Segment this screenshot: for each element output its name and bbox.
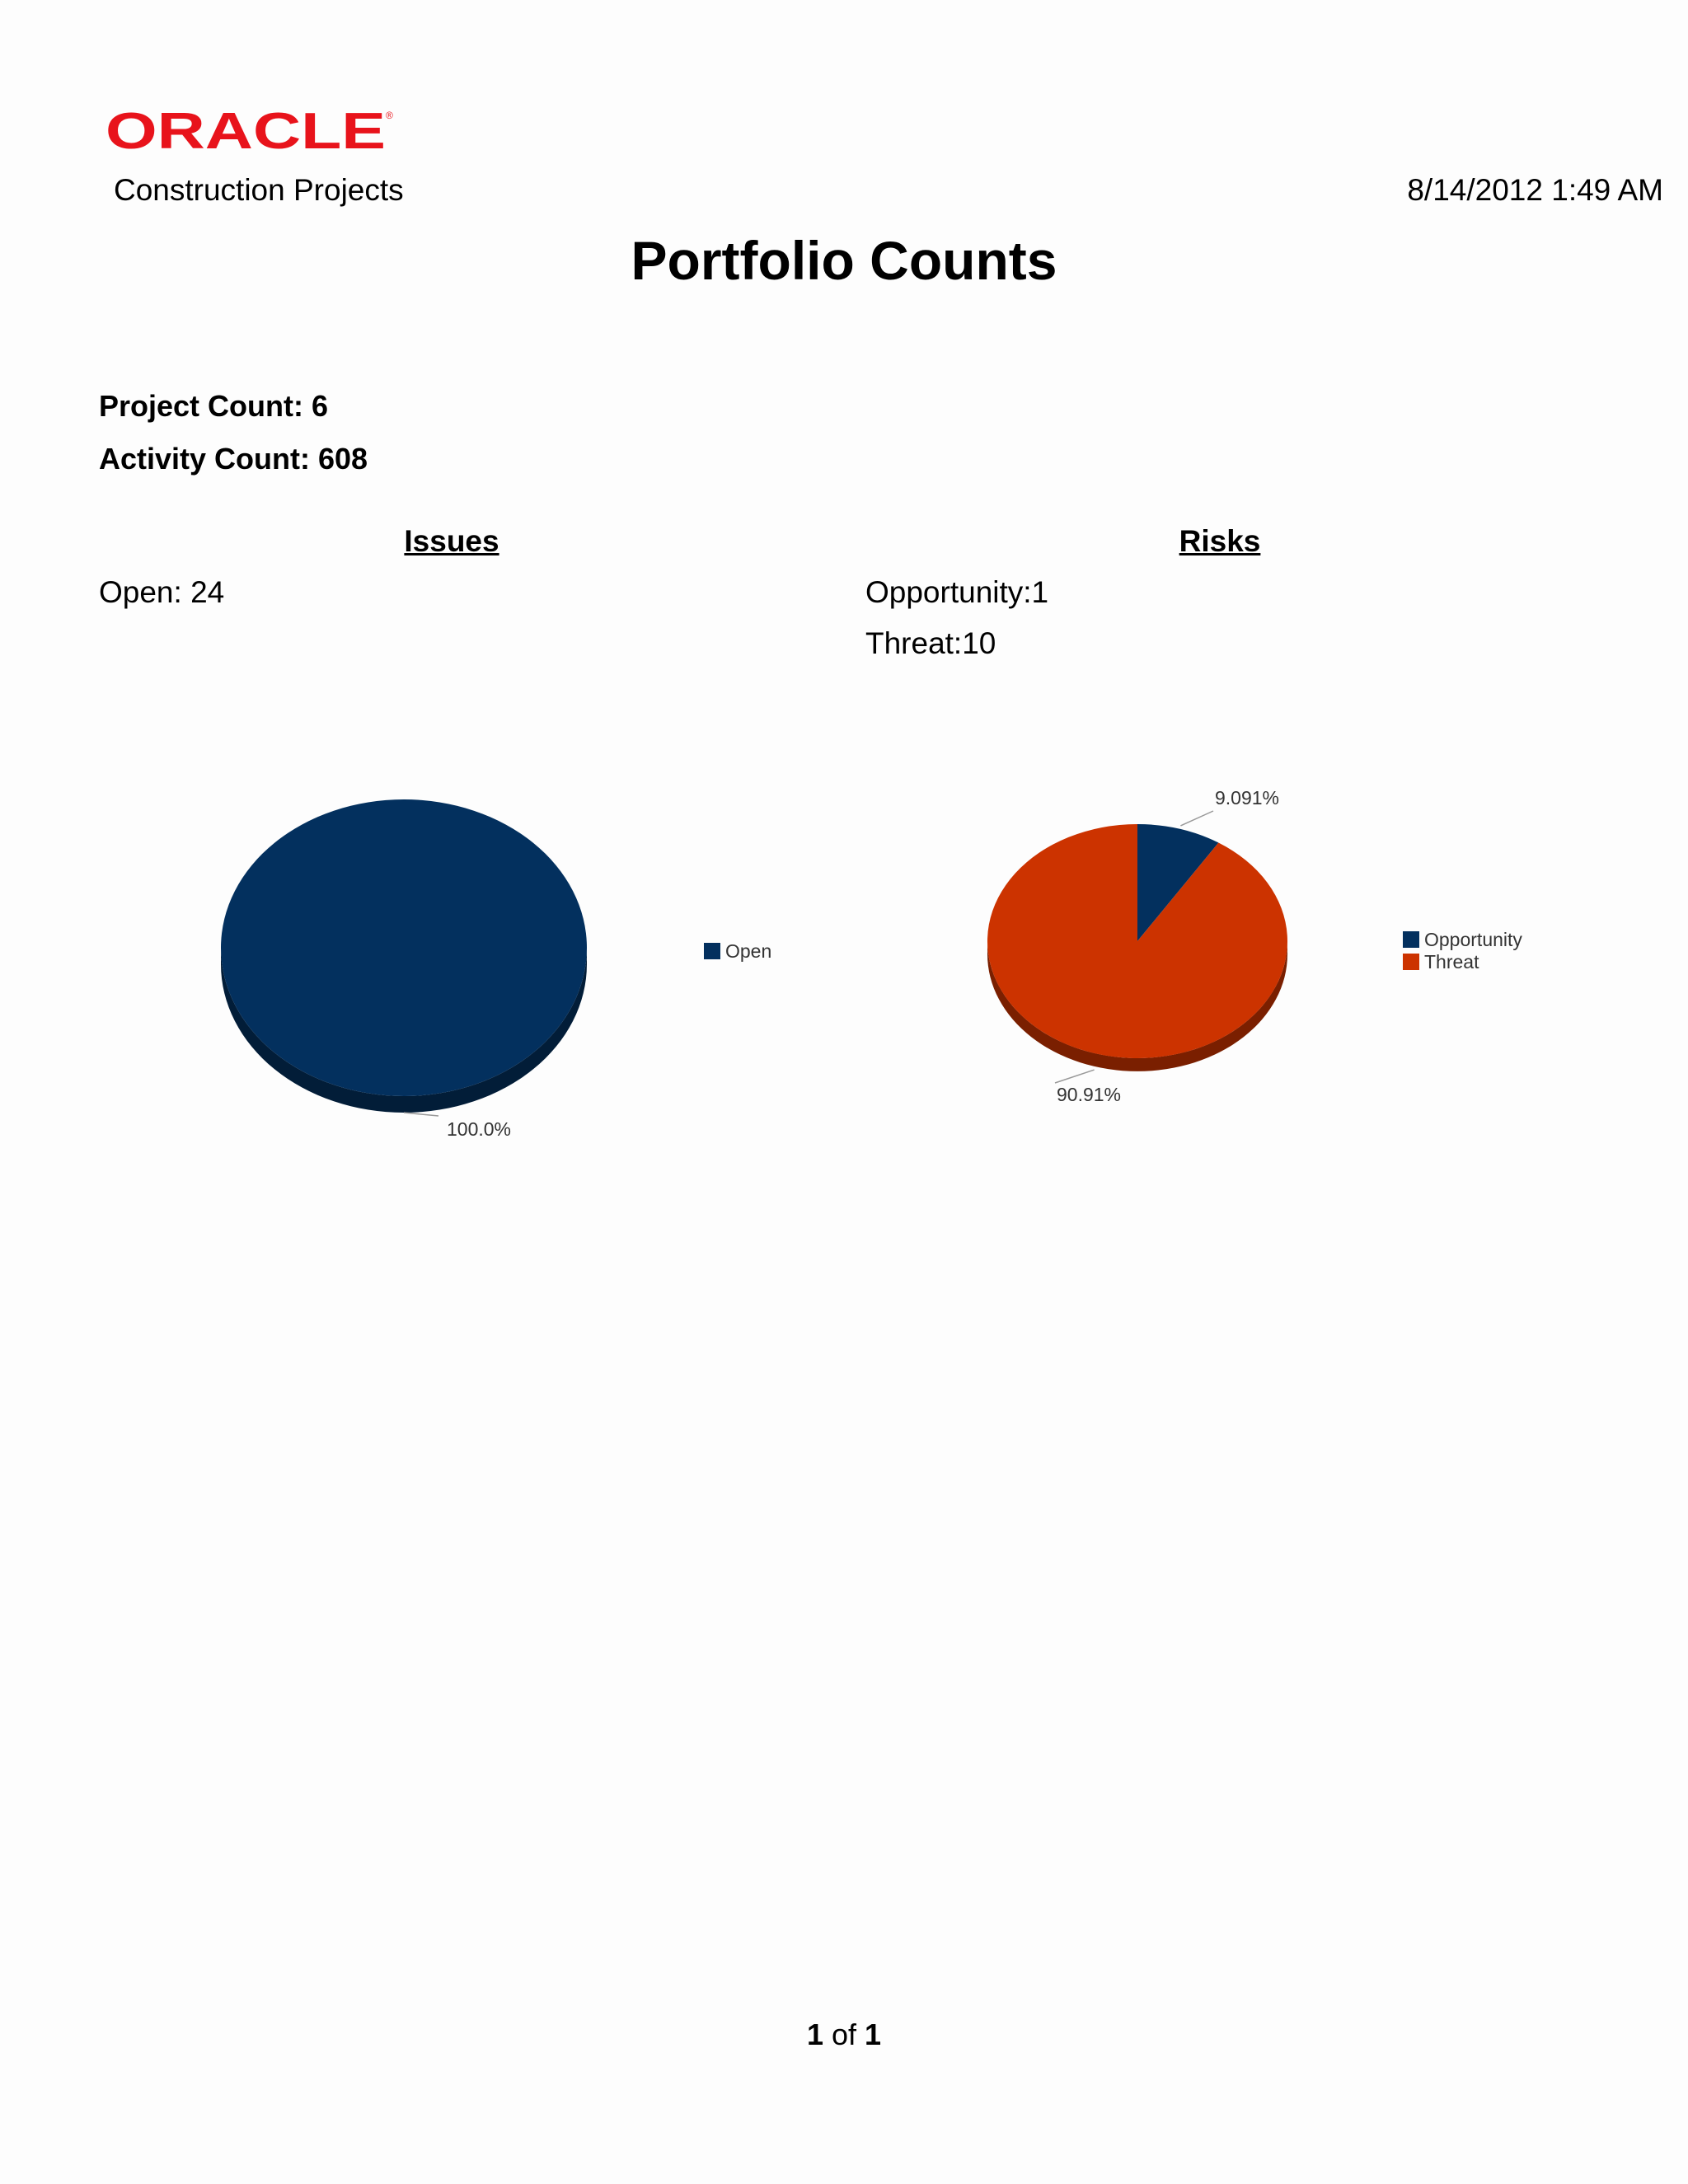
svg-text:®: ® — [386, 110, 393, 121]
pie-1-legend-swatch-1 — [1403, 954, 1419, 970]
pie-1-leader-0 — [1180, 811, 1213, 826]
page-current: 1 — [806, 2018, 823, 2051]
pie-0-legend-swatch-0 — [704, 943, 720, 959]
risks-threat-stat: Threat:10 — [865, 626, 996, 660]
pie-1-data-label-0: 9.091% — [1215, 787, 1280, 808]
issues-heading: Issues — [404, 524, 499, 558]
page-of: of — [831, 2018, 857, 2051]
pie-1-legend-label-1: Threat — [1424, 951, 1479, 972]
pie-1-legend-swatch-0 — [1403, 931, 1419, 948]
oracle-logo — [106, 105, 394, 155]
pie-0-slice-open — [221, 799, 587, 1096]
pie-1-data-label-1: 90.91% — [1057, 1084, 1122, 1105]
risks-opportunity-stat: Opportunity:1 — [865, 575, 1049, 609]
activity-count: Activity Count: 608 — [99, 442, 368, 476]
pie-0-leader-0 — [404, 1113, 438, 1116]
pie-0-legend-label-0: Open — [725, 940, 772, 962]
charts-area — [0, 742, 1688, 1170]
page-total: 1 — [865, 2018, 882, 2051]
report-datetime: 8/14/2012 1:49 AM — [1407, 173, 1663, 207]
svg-text:ORACLE: ORACLE — [106, 105, 386, 155]
pie-1-slice-threat — [987, 824, 1287, 1058]
report-subtitle: Construction Projects — [114, 173, 404, 207]
page-title: Portfolio Counts — [631, 230, 1057, 291]
pie-0-data-label-0: 100.0% — [447, 1118, 512, 1140]
project-count: Project Count: 6 — [99, 389, 329, 423]
risks-heading: Risks — [1179, 524, 1261, 558]
pie-1-leader-1 — [1055, 1070, 1095, 1083]
issues-open-stat: Open: 24 — [99, 575, 225, 609]
pie-1-legend-label-0: Opportunity — [1424, 929, 1522, 950]
page-number — [0, 2018, 1688, 2052]
